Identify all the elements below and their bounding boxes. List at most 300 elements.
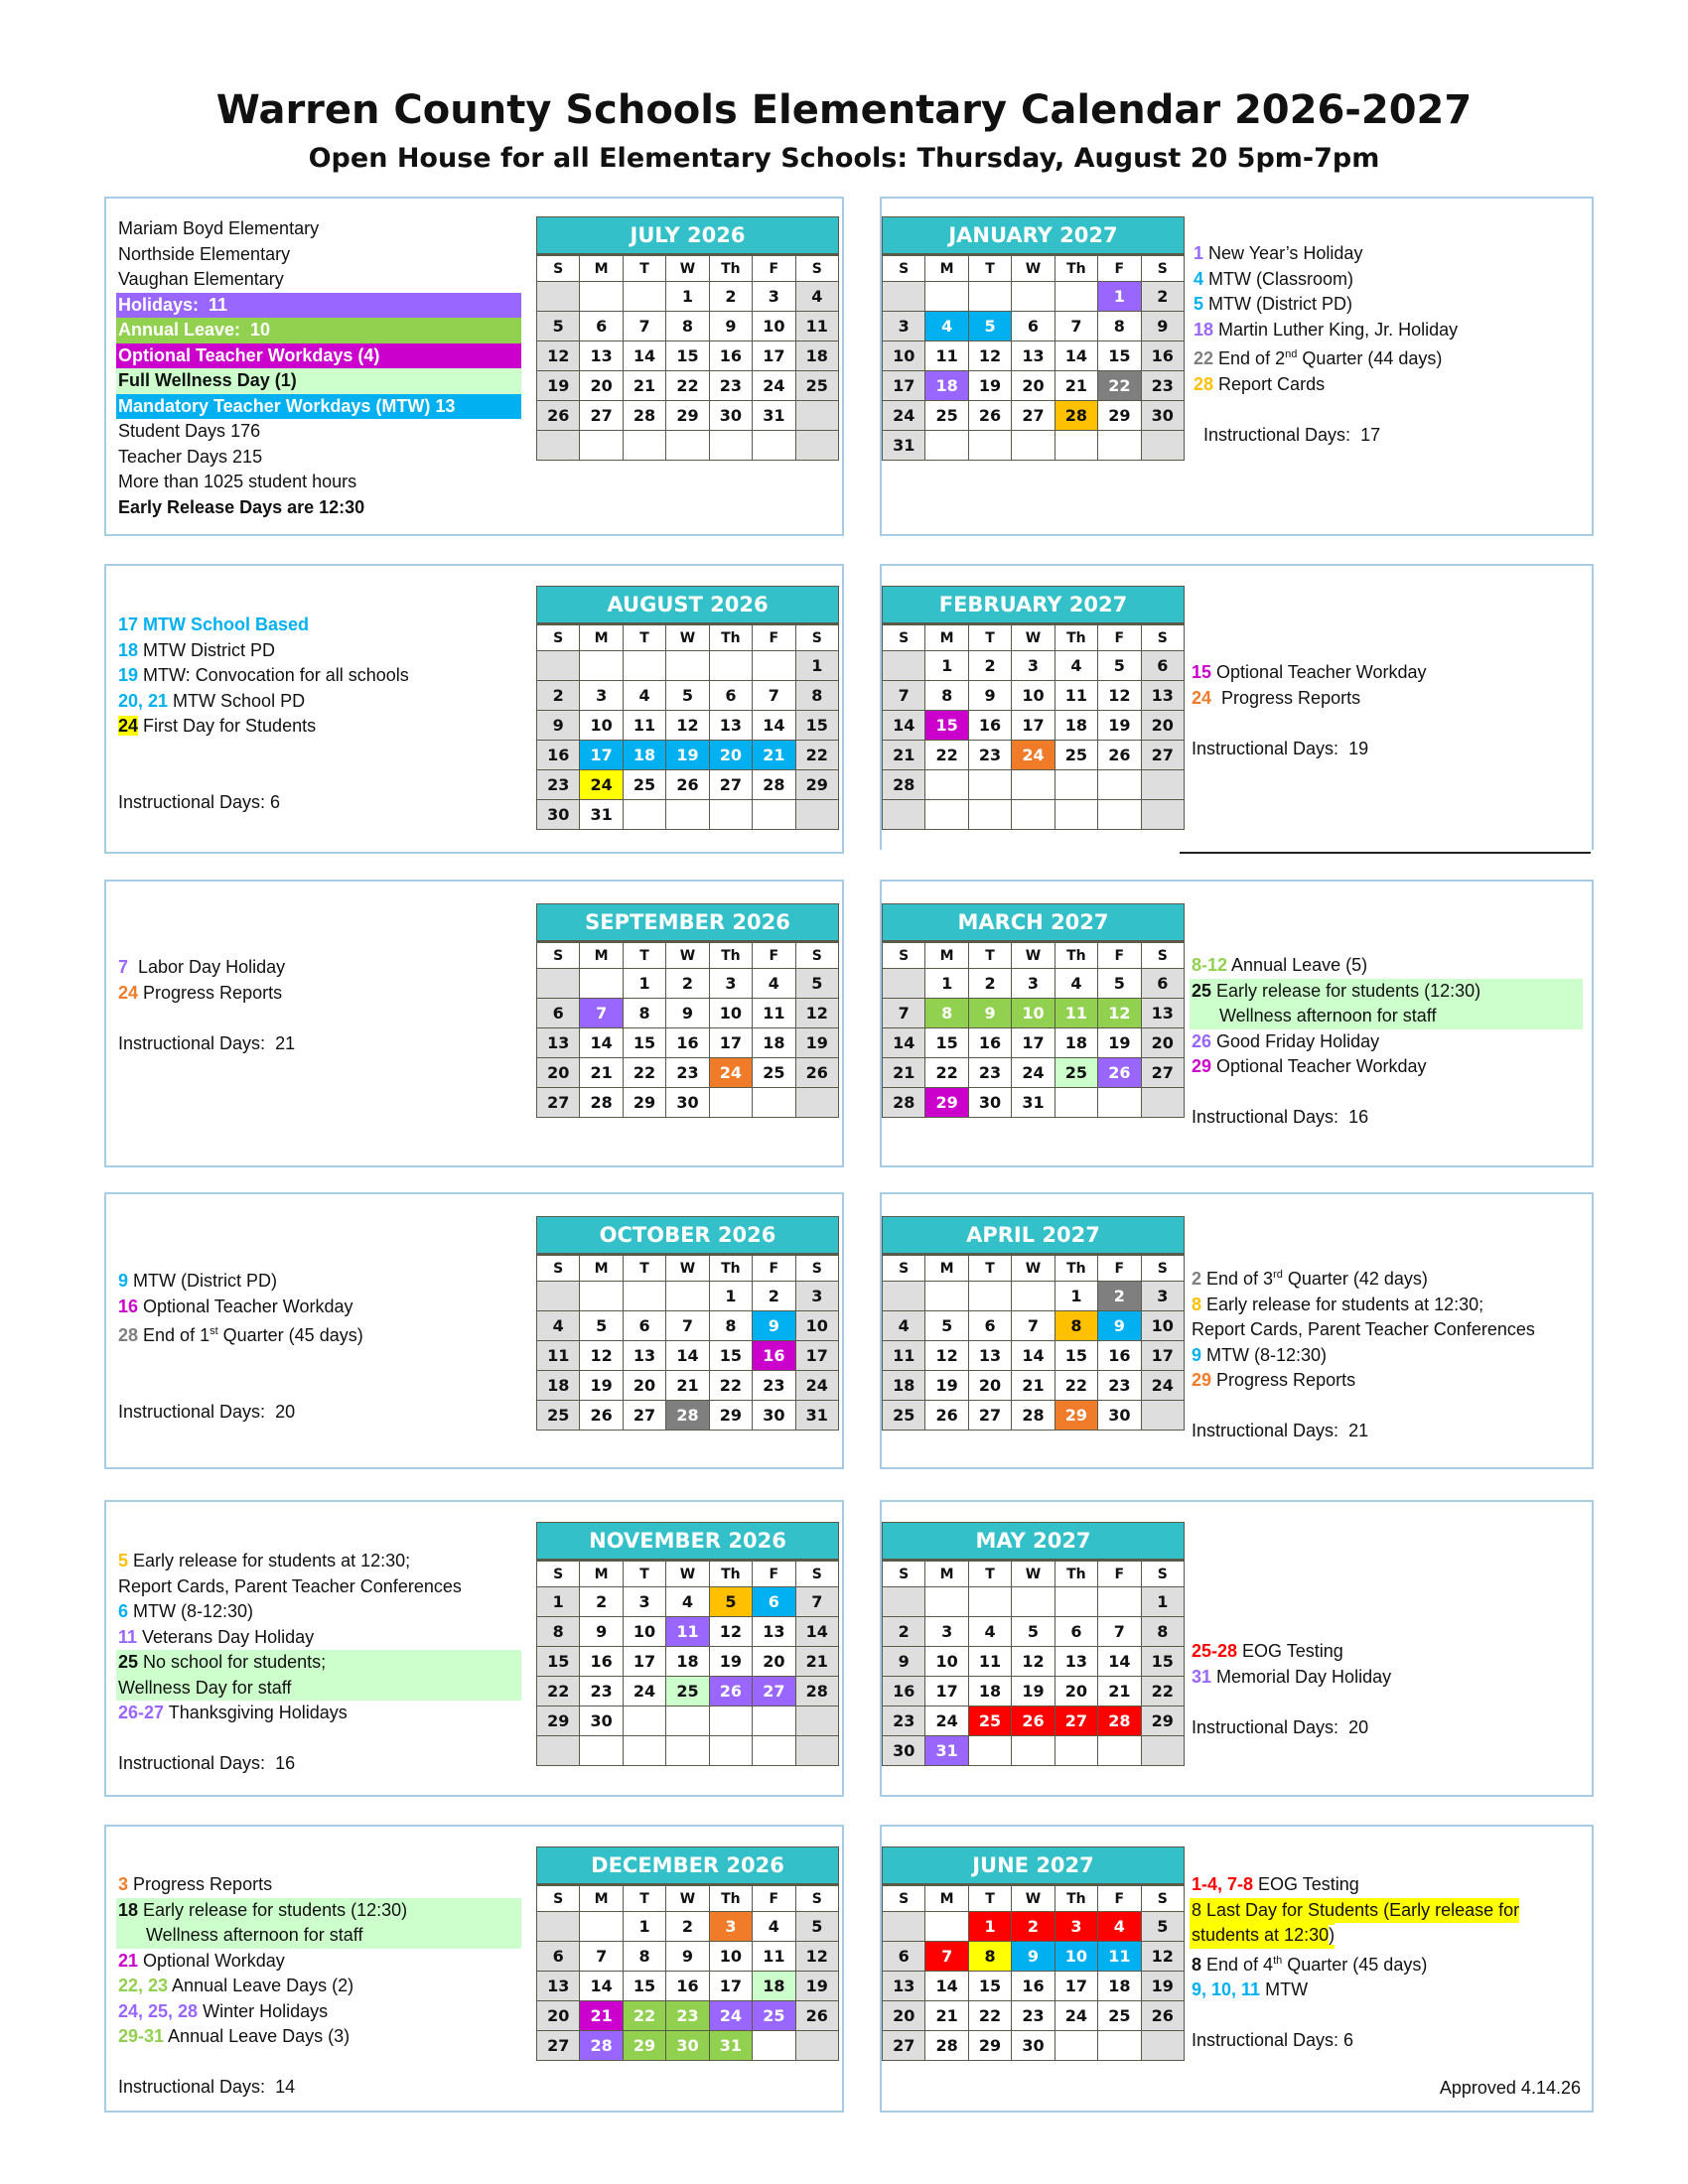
day-cell: 30 [580,1706,623,1736]
day-cell: 22 [709,1371,752,1401]
note-date: 7 [118,957,129,977]
month-calendar [882,586,1185,830]
note-line [116,368,521,394]
month-calendar [536,1846,839,2061]
day-cell: 18 [925,371,968,401]
day-cell: 4 [968,1617,1011,1647]
day-cell: 12 [709,1617,752,1647]
week-row [537,1401,839,1431]
day-cell: 18 [968,1677,1011,1706]
weekday-header: F [1098,255,1141,282]
day-cell: 29 [537,1706,580,1736]
day-cell: 9 [537,711,580,741]
note-line [116,1549,521,1574]
day-cell: 18 [753,1972,795,2001]
day-cell: 26 [795,1058,838,1088]
weekday-header: T [623,1255,665,1282]
day-cell: 6 [623,1311,665,1341]
day-cell: 19 [537,371,580,401]
weekday-header: S [1141,942,1184,969]
day-cell [666,1282,709,1311]
weekday-header: M [925,255,968,282]
note-text: Report Cards, Parent Teacher Conferences [118,1575,462,1596]
note-line [1190,1317,1587,1343]
day-cell: 20 [709,741,752,770]
week-row [883,1058,1185,1088]
week-row [883,969,1185,999]
day-cell: 15 [623,1028,665,1058]
note-date: 18 [1194,319,1214,340]
note-line [1190,979,1583,1005]
weekday-header: Th [1055,1255,1097,1282]
note-text: Optional Teacher Workday [138,1296,353,1316]
note-line [1190,660,1587,686]
day-cell: 11 [753,1942,795,1972]
day-cell [883,969,925,999]
day-cell: 16 [666,1028,709,1058]
note-line [116,1999,521,2025]
note-date: 24 [118,716,139,736]
week-row [537,1058,839,1088]
day-cell: 17 [1141,1341,1184,1371]
day-cell: 20 [883,2001,925,2031]
weekday-header: Th [1055,255,1097,282]
day-cell: 19 [968,371,1011,401]
weekday-header: S [1141,1885,1184,1912]
day-cell: 15 [1055,1341,1097,1371]
day-cell: 29 [623,1088,665,1118]
day-cell: 7 [623,312,665,341]
day-cell [623,1282,665,1311]
note-line [116,1625,521,1651]
day-cell: 14 [580,1972,623,2001]
day-cell: 12 [968,341,1011,371]
day-cell: 11 [1055,681,1097,711]
day-cell: 10 [1141,1311,1184,1341]
day-cell: 1 [709,1282,752,1311]
month-title: NOVEMBER 2026 [537,1523,839,1561]
note-date: 9, 10, 11 [1192,1979,1261,1999]
day-cell: 24 [1012,1058,1055,1088]
day-cell: 1 [925,969,968,999]
day-cell: 17 [709,1028,752,1058]
note-superscript: nd [1285,348,1298,360]
note-date: 8-12 [1192,955,1228,975]
note-text: MTW [1260,1979,1309,1999]
day-cell [753,431,795,461]
day-cell: 11 [537,1341,580,1371]
day-cell: 13 [537,1028,580,1058]
month-title: DECEMBER 2026 [537,1847,839,1885]
weekday-header: F [1098,942,1141,969]
weekday-header: Th [709,624,752,651]
month-notes [1190,1263,1587,1444]
note-text: Student Days 176 [118,421,261,441]
day-cell [709,1736,752,1766]
day-cell: 14 [1098,1647,1141,1677]
weekday-header: S [883,1561,925,1587]
day-cell: 19 [666,741,709,770]
day-cell [1055,800,1097,830]
note-date: 2 [1192,1269,1202,1289]
note-line [1190,1343,1587,1369]
note-date: 15 [1192,662,1212,682]
note-date: 1 [1194,243,1204,263]
note-date: 1-4, 7-8 [1192,1874,1254,1894]
day-cell: 12 [795,999,838,1028]
note-text: Mariam Boyd Elementary [118,218,320,238]
note-text: Early release for students (12:30) [138,1899,408,1920]
day-cell: 2 [537,681,580,711]
note-text: Annual Leave (5) [1227,955,1368,975]
note-text: MTW (District PD) [1203,294,1352,314]
week-row [883,681,1185,711]
month-notes [116,216,521,520]
week-row [537,282,839,312]
weekday-header: W [666,942,709,969]
day-cell: 9 [1141,312,1184,341]
day-cell: 12 [537,341,580,371]
weekday-header: Th [1055,1885,1097,1912]
day-cell [580,282,623,312]
note-line [1190,1368,1587,1394]
day-cell [795,2031,838,2061]
weekday-header: M [580,1255,623,1282]
day-cell: 17 [1012,1028,1055,1058]
weekday-header: S [795,255,838,282]
note-line [116,242,521,268]
day-cell: 2 [709,282,752,312]
day-cell: 26 [1141,2001,1184,2031]
week-row [883,371,1185,401]
weekday-header: F [753,1561,795,1587]
day-cell: 22 [1098,371,1141,401]
day-cell: 16 [709,341,752,371]
day-cell: 3 [1012,651,1055,681]
week-row [537,1311,839,1341]
week-row [537,1706,839,1736]
note-text: Report Cards [1213,373,1326,394]
week-row [883,1912,1185,1942]
weekday-header: S [795,1561,838,1587]
day-cell: 19 [580,1371,623,1401]
day-cell: 12 [1098,999,1141,1028]
weekday-header: S [537,255,580,282]
day-cell: 25 [1055,1058,1097,1088]
day-cell: 4 [753,1912,795,1942]
day-cell [623,651,665,681]
day-cell: 21 [623,371,665,401]
day-cell: 27 [623,1401,665,1431]
day-cell: 24 [709,2001,752,2031]
weekday-header: W [1012,1885,1055,1912]
day-cell: 27 [753,1677,795,1706]
day-cell: 6 [968,1311,1011,1341]
note-date: 9 [118,1271,129,1291]
day-cell: 24 [883,401,925,431]
day-cell: 19 [709,1647,752,1677]
day-cell: 13 [1141,999,1184,1028]
week-row [537,1028,839,1058]
note-date: 11 [118,1626,138,1647]
day-cell: 9 [1012,1942,1055,1972]
day-cell [968,282,1011,312]
note-date: 18 [118,1899,139,1920]
day-cell: 1 [666,282,709,312]
day-cell: 29 [1055,1401,1097,1431]
day-cell: 25 [1055,741,1097,770]
day-cell: 3 [623,1587,665,1617]
day-cell: 6 [1055,1617,1097,1647]
day-cell [1141,1401,1184,1431]
day-cell: 29 [968,2031,1011,2061]
day-cell: 22 [666,371,709,401]
day-cell: 19 [795,1028,838,1058]
note-line [116,714,521,740]
day-cell: 17 [1055,1972,1097,2001]
week-row [537,800,839,830]
day-cell: 9 [580,1617,623,1647]
weekday-header: S [537,624,580,651]
day-cell: 10 [795,1311,838,1341]
day-cell: 23 [883,1706,925,1736]
day-cell [1055,2031,1097,2061]
note-line [1190,1923,1335,1949]
month-calendar [536,216,839,461]
note-text: End of 4 [1201,1954,1274,1975]
note-text: EOG Testing [1237,1641,1343,1661]
note-text: End of 3 [1201,1269,1274,1289]
day-cell: 4 [753,969,795,999]
day-cell: 8 [709,1311,752,1341]
note-text: MTW District PD [138,639,276,660]
note-line [116,343,521,369]
week-row [883,999,1185,1028]
note-date: 28 [1194,373,1214,394]
note-line [1190,1978,1583,2003]
weekday-header: T [968,1255,1011,1282]
day-cell: 7 [883,681,925,711]
weekday-header: T [623,1885,665,1912]
month-notes [116,1269,521,1425]
day-cell: 22 [623,1058,665,1088]
day-cell [1055,282,1097,312]
weekday-header: F [753,942,795,969]
day-cell [925,1282,968,1311]
note-date: 6 [118,1601,129,1621]
note-line [1192,267,1589,293]
day-cell: 21 [795,1647,838,1677]
day-cell: 14 [1055,341,1097,371]
day-cell: 25 [925,401,968,431]
note-text: MTW (Classroom) [1203,268,1354,289]
day-cell [1141,2031,1184,2061]
day-cell: 11 [1098,1942,1141,1972]
note-line [116,1574,521,1600]
day-cell: 24 [795,1371,838,1401]
day-cell: 28 [580,1088,623,1118]
day-cell [1098,800,1141,830]
day-cell [1141,770,1184,800]
day-cell: 12 [1141,1942,1184,1972]
day-cell: 2 [1141,282,1184,312]
day-cell: 24 [1055,2001,1097,2031]
day-cell [795,1088,838,1118]
day-cell: 27 [1012,401,1055,431]
note-line [1190,1715,1587,1741]
week-row [883,1371,1185,1401]
day-cell [968,770,1011,800]
day-cell: 10 [753,312,795,341]
note-text: Vaughan Elementary [118,269,284,289]
week-row [883,282,1185,312]
day-cell: 30 [537,800,580,830]
day-cell: 4 [666,1587,709,1617]
note-date: 28 [118,1325,139,1345]
note-text: Instructional Days: 16 [118,1753,296,1773]
day-cell: 26 [580,1401,623,1431]
day-cell: 16 [968,711,1011,741]
weekday-header: S [1141,255,1184,282]
note-text: No school for students; [138,1652,327,1672]
week-row [537,2031,839,2061]
note-text: End of 1 [138,1325,211,1345]
day-cell: 13 [709,711,752,741]
day-cell [623,800,665,830]
note-text: Annual Leave Days (3) [164,2026,351,2046]
weekday-header: F [753,624,795,651]
note-text: MTW: Convocation for all schools [138,665,409,685]
month-calendar [536,903,839,1118]
note-line [116,1923,521,1949]
note-line [116,1599,521,1625]
day-cell: 24 [753,371,795,401]
day-cell: 21 [666,1371,709,1401]
note-text: Wellness Day for staff [118,1677,292,1698]
day-cell: 6 [537,1942,580,1972]
note-line [1192,292,1589,318]
day-cell: 29 [623,2031,665,2061]
day-cell [1098,431,1141,461]
week-row [537,1587,839,1617]
weekday-header: T [623,942,665,969]
note-date: 26-27 [118,1703,165,1722]
day-cell: 22 [925,1058,968,1088]
day-cell [1141,800,1184,830]
week-row [883,1677,1185,1706]
week-row [537,1736,839,1766]
day-cell: 10 [1012,681,1055,711]
note-date: 24 [118,982,139,1003]
day-cell: 1 [623,1912,665,1942]
day-cell: 10 [883,341,925,371]
note-date: 25 [118,1652,139,1672]
day-cell: 6 [883,1942,925,1972]
day-cell: 28 [623,401,665,431]
day-cell: 15 [1141,1647,1184,1677]
month-notes [1190,660,1587,761]
note-text: Mandatory Teacher Workdays (MTW) 13 [118,395,456,416]
day-cell: 2 [1012,1912,1055,1942]
day-cell [1055,1587,1097,1617]
weekday-header: S [883,1255,925,1282]
day-cell [666,1706,709,1736]
day-cell: 24 [623,1677,665,1706]
day-cell: 25 [968,1706,1011,1736]
day-cell: 9 [666,1942,709,1972]
day-cell: 20 [968,1371,1011,1401]
day-cell: 15 [925,711,968,741]
note-text: Report Cards, Parent Teacher Conferences [1192,1319,1535,1339]
week-row [537,969,839,999]
month-calendar [882,1522,1185,1766]
day-cell: 19 [1098,1028,1141,1058]
day-cell: 20 [537,2001,580,2031]
month-calendar [882,1216,1185,1431]
note-text: Instructional Days: 21 [118,1032,296,1053]
week-row [883,2031,1185,2061]
day-cell: 8 [925,681,968,711]
day-cell [968,800,1011,830]
week-row [537,2001,839,2031]
month-title: SEPTEMBER 2026 [537,904,839,942]
day-cell: 31 [795,1401,838,1431]
weekday-header: S [883,942,925,969]
month-notes [1192,241,1589,448]
day-cell: 9 [883,1647,925,1677]
day-cell: 6 [1012,312,1055,341]
note-text: Holidays: 11 [118,294,228,315]
day-cell: 14 [666,1341,709,1371]
day-cell: 17 [580,741,623,770]
day-cell: 3 [753,282,795,312]
weekday-header: Th [1055,624,1097,651]
day-cell: 4 [925,312,968,341]
day-cell: 28 [666,1401,709,1431]
month-title: MARCH 2027 [883,904,1185,942]
day-cell: 1 [1098,282,1141,312]
note-line [116,663,521,689]
day-cell: 10 [925,1647,968,1677]
day-cell: 15 [709,1341,752,1371]
note-text-tail: ) [1329,1925,1336,1945]
day-cell [537,1282,580,1311]
note-text: MTW (8-12:30) [1201,1344,1328,1365]
day-cell: 13 [623,1341,665,1371]
divider-line [1180,852,1591,854]
note-line [1192,372,1589,398]
day-cell: 11 [968,1647,1011,1677]
day-cell: 7 [1012,1311,1055,1341]
month-calendar [882,903,1185,1118]
note-line [116,613,521,638]
month-notes [116,613,521,815]
week-row [537,651,839,681]
week-row [883,1282,1185,1311]
note-date: 16 [118,1296,139,1316]
day-cell: 21 [883,1058,925,1088]
week-row [883,1401,1185,1431]
day-cell: 23 [537,770,580,800]
day-cell [1012,800,1055,830]
weekday-header: F [753,255,795,282]
day-cell: 7 [580,999,623,1028]
day-cell: 16 [1012,1972,1055,2001]
weekday-header: M [580,942,623,969]
day-cell: 26 [968,401,1011,431]
week-row [883,741,1185,770]
note-text: MTW (8-12:30) [128,1601,254,1621]
